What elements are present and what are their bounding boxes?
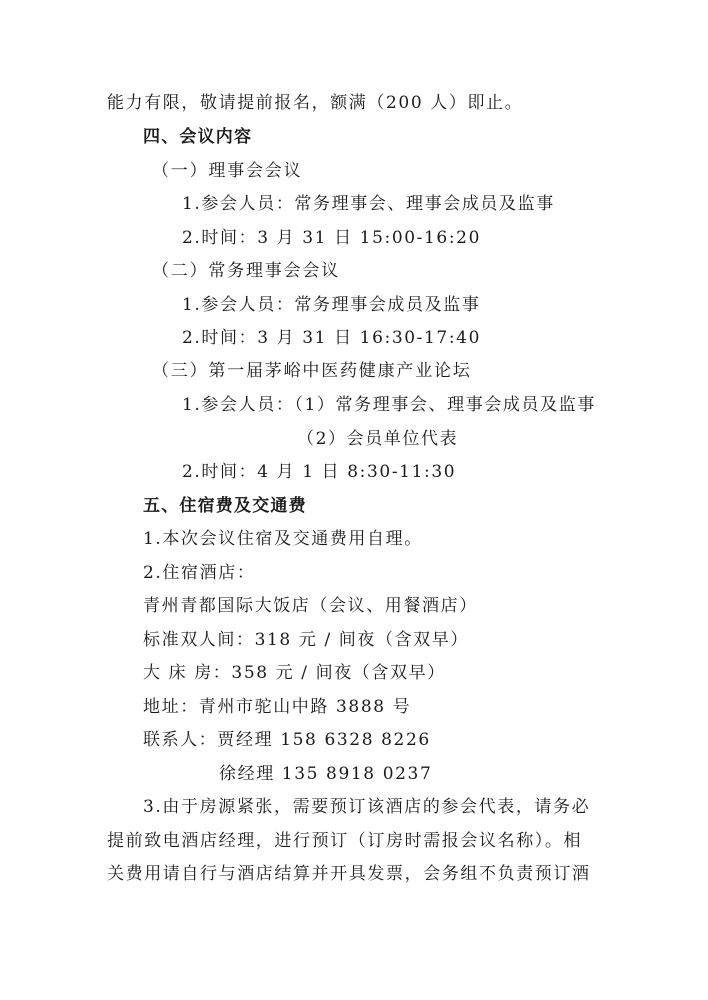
contact-person: 徐经理 135 8918 0237 <box>219 764 433 784</box>
room-rate-king: 大 床 房：358 元 / 间夜（含双早） <box>143 663 446 683</box>
section-heading-meeting-content: 四、会议内容 <box>143 127 253 147</box>
list-item: 1.参会人员：（1）常务理事会、理事会成员及监事 <box>182 395 596 415</box>
room-rate-twin: 标准双人间：318 元 / 间夜（含双早） <box>143 630 469 650</box>
body-text-line: 提前致电酒店经理，进行预订（订房时需报会议名称）。相 <box>107 831 583 851</box>
list-item: 1.参会人员：常务理事会、理事会成员及监事 <box>182 194 555 214</box>
subsection-heading-forum: （三）第一届茅峪中医药健康产业论坛 <box>152 361 472 381</box>
body-text-line: 关费用请自行与酒店结算并开具发票，会务组不负责预订酒 <box>107 864 591 884</box>
hotel-address: 地址：青州市驼山中路 3888 号 <box>143 697 412 717</box>
list-item-continuation: （2）会员单位代表 <box>297 429 459 449</box>
hotel-name: 青州青都国际大饭店（会议、用餐酒店） <box>143 596 478 616</box>
list-item: 2.时间：3 月 31 日 16:30-17:40 <box>182 328 482 348</box>
section-heading-accommodation: 五、住宿费及交通费 <box>143 496 307 516</box>
subsection-heading-standing-council-meeting: （二）常务理事会会议 <box>152 261 340 281</box>
list-item: 1.本次会议住宿及交通费用自理。 <box>143 529 423 549</box>
list-item: 2.住宿酒店： <box>143 563 256 583</box>
contact-person: 联系人：贾经理 158 6328 8226 <box>143 730 431 750</box>
list-item: 2.时间：4 月 1 日 8:30-11:30 <box>182 462 457 482</box>
subsection-heading-council-meeting: （一）理事会会议 <box>152 161 303 181</box>
list-item: 1.参会人员：常务理事会成员及监事 <box>182 295 481 315</box>
list-item: 3.由于房源紧张，需要预订该酒店的参会代表，请务必 <box>143 797 591 817</box>
list-item: 2.时间：3 月 31 日 15:00-16:20 <box>182 228 482 248</box>
body-text-line: 能力有限，敬请提前报名，额满（200 人）即止。 <box>107 93 524 113</box>
